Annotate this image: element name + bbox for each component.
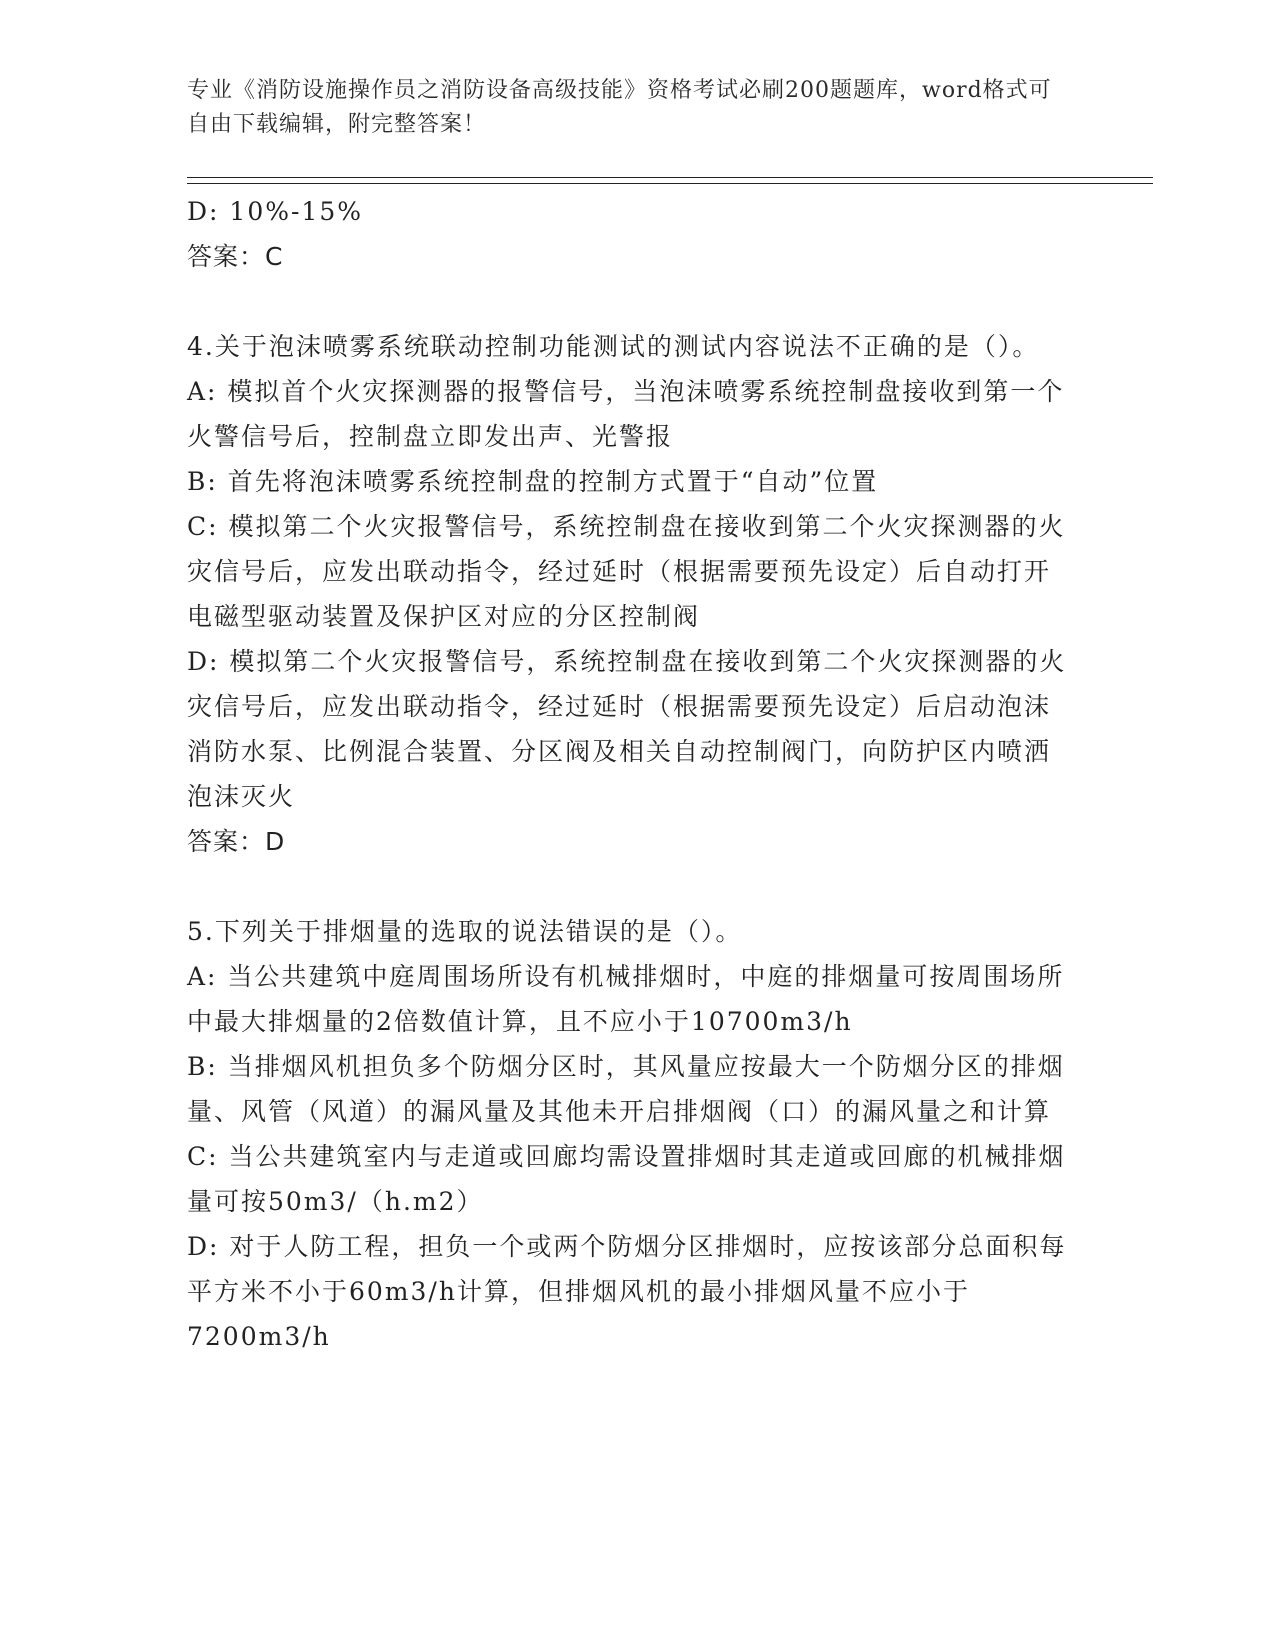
question-5-option-a: A: 当公共建筑中庭周围场所设有机械排烟时，中庭的排烟量可按周围场所中最大排烟量的2倍数值计算，且不应小于10700m3/h: [187, 962, 1065, 1036]
question-4-option-a: A: 模拟首个火灾探测器的报警信号，当泡沫喷雾系统控制盘接收到第一个火警信号后，控制盘立即发出声、光警报: [187, 377, 1065, 451]
question-5-option-b: B: 当排烟风机担负多个防烟分区时，其风量应按最大一个防烟分区的排烟量、风管（风道）的漏风量及其他未开启排烟阀（口）的漏风量之和计算: [187, 1052, 1065, 1126]
question-4: [187, 324, 1067, 864]
prev-answer: 答案：C: [187, 242, 284, 271]
spacer: [187, 279, 1067, 324]
page-header: 专业《消防设施操作员之消防设备高级技能》资格考试必刷200题题库，word格式可自由下载编辑，附完整答案！: [187, 78, 1052, 137]
document-body: [187, 189, 1067, 1359]
question-5-text: 5.下列关于排烟量的选取的说法错误的是（）。: [187, 917, 743, 946]
header-rule-bottom: [187, 183, 1153, 184]
question-4-option-d: D: 模拟第二个火灾报警信号，系统控制盘在接收到第二个火灾探测器的火灾信号后，应发出联动指令，经过延时（根据需要预先设定）后启动泡沫消防水泵、比例混合装置、分区阀及相关自动控制阀门，向防护区内喷洒泡沫灭火: [187, 647, 1067, 811]
question-4-option-c: C: 模拟第二个火灾报警信号，系统控制盘在接收到第二个火灾探测器的火灾信号后，应发出联动指令，经过延时（根据需要预先设定）后自动打开电磁型驱动装置及保护区对应的分区控制阀: [187, 512, 1066, 631]
question-4-text: 4.关于泡沫喷雾系统联动控制功能测试的测试内容说法不正确的是（）。: [187, 332, 1040, 361]
header-rule-top: [187, 177, 1153, 178]
question-5-option-d: D: 对于人防工程，担负一个或两个防烟分区排烟时，应按该部分总面积每平方米不小于60m3/h计算，但排烟风机的最小排烟风量不应小于7200m3/h: [187, 1232, 1067, 1351]
prev-option-d: D: 10%-15%: [187, 197, 363, 226]
question-5: [187, 909, 1067, 1359]
question-4-answer: 答案：D: [187, 827, 286, 856]
question-4-option-b: B: 首先将泡沫喷雾系统控制盘的控制方式置于“自动”位置: [187, 467, 879, 496]
spacer: [187, 864, 1067, 909]
question-5-option-c: C: 当公共建筑室内与走道或回廊均需设置排烟时其走道或回廊的机械排烟量可按50m3/（h.m2）: [187, 1142, 1066, 1216]
